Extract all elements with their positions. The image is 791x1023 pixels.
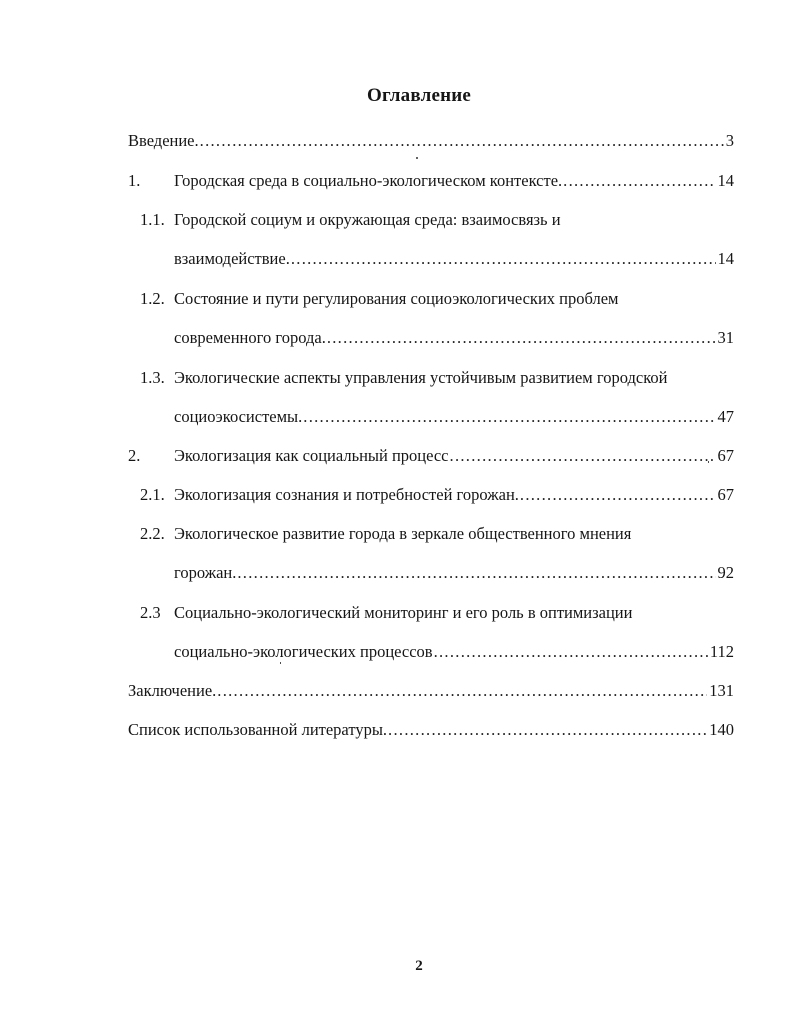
toc-entry-section-1-2-continued[interactable] <box>128 327 734 349</box>
toc-entry-title: социально-экологических процессов <box>174 642 433 661</box>
toc-entry-title: Состояние и пути регулирования социоэкологических проблем <box>174 289 619 308</box>
toc-page-number: 47 <box>717 407 734 426</box>
dot-leader <box>217 680 707 702</box>
toc-page-number: 131 <box>709 681 734 700</box>
toc-entry-bibliography[interactable] <box>128 719 734 741</box>
toc-entry-number: 2.1. <box>140 485 165 504</box>
toc-entry-number: 1.3. <box>140 368 165 387</box>
toc-entry-conclusion[interactable] <box>128 680 734 702</box>
dot-leader <box>520 484 716 506</box>
toc-page-number: 14 <box>717 171 734 190</box>
toc-entry-title: Экологическое развитие города в зеркале общественного мнения <box>174 524 632 543</box>
toc-page-number: 67 <box>717 446 734 465</box>
toc-entry-section-2-1[interactable] <box>128 484 734 506</box>
toc-entry-section-1-3-continued[interactable] <box>128 406 734 428</box>
toc-page-number: 92 <box>717 563 734 582</box>
toc-entry-section-1-3[interactable] <box>128 367 734 389</box>
toc-entry-section-2-3[interactable] <box>128 602 734 624</box>
toc-page-number: 31 <box>717 328 734 347</box>
toc-entry-title: взаимодействие. <box>174 249 290 268</box>
page-number: 2 <box>415 958 423 974</box>
dot-leader <box>434 641 708 663</box>
toc-entry-number: 1.1. <box>140 210 165 229</box>
toc-page-number: 112 <box>709 642 734 661</box>
toc-page-number: 140 <box>709 720 734 739</box>
toc-entry-title: Экологические аспекты управления устойчивым развитием городской <box>174 368 668 387</box>
dot-leader <box>200 130 724 152</box>
toc-entry-title: Список использованной литературы. <box>128 720 388 739</box>
toc-entry-section-1-1-continued[interactable] <box>128 248 734 270</box>
scan-speck <box>416 157 418 159</box>
toc-entry-number: 1. <box>128 171 141 190</box>
dot-leader <box>450 445 716 467</box>
toc-page-number: 3 <box>725 131 734 150</box>
toc-entry-number: 2. <box>128 446 141 465</box>
toc-entry-title: Городской социум и окружающая среда: взаимосвязь и <box>174 210 561 229</box>
toc-entry-title: современного города. <box>174 328 326 347</box>
toc-page-number: 67 <box>717 485 734 504</box>
toc-entry-title: Социально-экологический мониторинг и его роль в оптимизации <box>174 603 633 622</box>
toc-entry-title: Экологизация как социальный процесс <box>174 446 449 465</box>
toc-entry-section-2-3-continued[interactable] <box>128 641 734 663</box>
dot-leader <box>563 170 715 192</box>
dot-leader <box>291 248 716 270</box>
toc-entry-title: Экологизация сознания и потребностей горожан. <box>174 485 519 504</box>
toc-entry-section-1-2[interactable] <box>128 288 734 310</box>
toc-entry-title: Городская среда в социально-экологическом контексте. <box>174 171 563 190</box>
dot-leader <box>237 562 715 584</box>
toc-entry-section-2-2[interactable] <box>128 523 734 545</box>
scan-speck <box>708 461 709 463</box>
dot-leader <box>303 406 715 428</box>
toc-entry-chapter-2[interactable] <box>128 445 734 467</box>
toc-entry-title: социоэкосистемы. <box>174 407 303 426</box>
toc-entry-introduction[interactable] <box>128 130 734 152</box>
toc-entry-title: Введение. <box>128 131 199 150</box>
page-title: Оглавление <box>366 85 472 106</box>
toc-entry-number: 2.2. <box>140 524 165 543</box>
toc-entry-chapter-1[interactable] <box>128 170 734 192</box>
toc-entry-section-1-1[interactable] <box>128 209 734 231</box>
toc-entry-title: Заключение. <box>128 681 217 700</box>
toc-entry-number: 2.3 <box>140 603 161 622</box>
scan-speck <box>280 662 281 664</box>
toc-page-number: 14 <box>717 249 734 268</box>
dot-leader <box>327 327 716 349</box>
toc-entry-section-2-2-continued[interactable] <box>128 562 734 584</box>
toc-entry-number: 1.2. <box>140 289 165 308</box>
dot-leader <box>388 719 707 741</box>
toc-entry-title: горожан. <box>174 563 237 582</box>
